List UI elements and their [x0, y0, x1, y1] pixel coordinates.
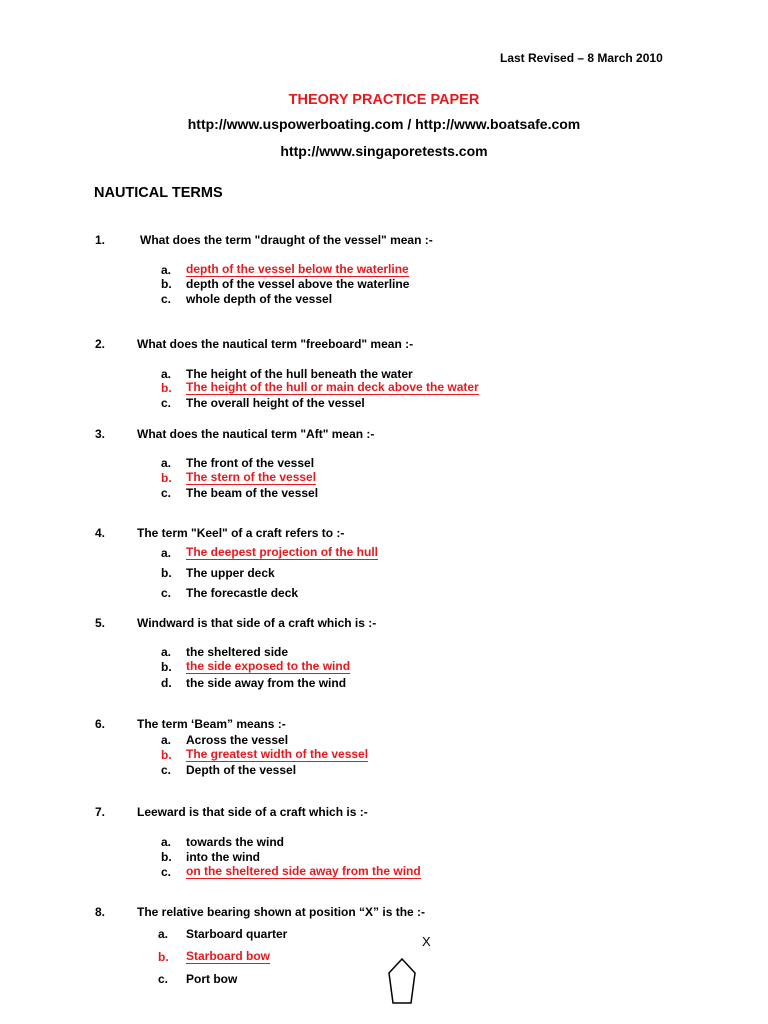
bearing-x-label: X: [422, 934, 431, 949]
option-letter: b.: [161, 660, 172, 674]
option-letter: b.: [161, 277, 172, 291]
option-text-correct: The stern of the vessel: [186, 470, 317, 484]
last-revised: Last Revised – 8 March 2010: [500, 51, 663, 65]
option-letter: a.: [161, 733, 172, 747]
option-letter: b.: [161, 381, 172, 395]
option-letter: a.: [161, 367, 172, 381]
option-text: The upper deck: [186, 566, 275, 580]
boat-icon: [386, 957, 418, 1005]
question-text: Leeward is that side of a craft which is :-: [137, 805, 368, 819]
question-number: 3.: [95, 427, 106, 441]
option-text: The overall height of the vessel: [186, 396, 365, 410]
question-number: 8.: [95, 905, 106, 919]
option-letter: b.: [161, 471, 172, 485]
option-letter: a.: [161, 456, 172, 470]
option-letter: c.: [161, 486, 172, 500]
option-text-correct: Starboard bow: [186, 949, 271, 963]
option-text: the sheltered side: [186, 645, 289, 659]
question-number: 7.: [95, 805, 106, 819]
question-text: The term "Keel" of a craft refers to :-: [137, 526, 345, 540]
option-text-correct: The deepest projection of the hull: [186, 545, 379, 559]
option-text-correct: The greatest width of the vessel: [186, 747, 369, 761]
option-text: Depth of the vessel: [186, 763, 297, 777]
option-text: into the wind: [186, 850, 260, 864]
option-letter: b.: [161, 566, 172, 580]
option-text: Across the vessel: [186, 733, 289, 747]
question-text: What does the term "draught of the vessel" mean :-: [140, 233, 433, 247]
option-letter: c.: [158, 972, 169, 986]
option-letter: c.: [161, 292, 172, 306]
option-text-correct: depth of the vessel below the waterline: [186, 262, 409, 276]
option-text: the side away from the wind: [186, 676, 347, 690]
option-letter: a.: [158, 927, 169, 941]
section-title: NAUTICAL TERMS: [94, 185, 223, 201]
option-text-correct: the side exposed to the wind: [186, 659, 351, 673]
question-text: What does the nautical term "freeboard" mean :-: [137, 337, 414, 351]
page-title: THEORY PRACTICE PAPER: [288, 92, 480, 108]
option-letter: d.: [161, 676, 172, 690]
option-letter: c.: [161, 763, 172, 777]
question-text: The relative bearing shown at position “X” is the :-: [137, 905, 426, 919]
option-letter: a.: [161, 835, 172, 849]
option-text: The beam of the vessel: [186, 486, 319, 500]
question-number: 4.: [95, 526, 106, 540]
option-text: Starboard quarter: [186, 927, 288, 941]
option-letter: a.: [161, 263, 172, 277]
question-number: 6.: [95, 717, 106, 731]
question-text: The term ‘Beam” means :-: [137, 717, 286, 731]
option-letter: c.: [161, 396, 172, 410]
url-line-2: http://www.singaporetests.com: [280, 143, 488, 159]
url-line-1: http://www.uspowerboating.com / http://www.boatsafe.com: [187, 116, 581, 132]
option-letter: b.: [158, 950, 169, 964]
option-text: Port bow: [186, 972, 238, 986]
question-text: Windward is that side of a craft which is :-: [137, 616, 377, 630]
question-number: 1.: [95, 233, 106, 247]
option-text: The forecastle deck: [186, 586, 299, 600]
option-text-correct: on the sheltered side away from the wind: [186, 864, 421, 878]
option-letter: b.: [161, 748, 172, 762]
question-number: 5.: [95, 616, 106, 630]
option-letter: a.: [161, 645, 172, 659]
option-text: depth of the vessel above the waterline: [186, 277, 410, 291]
option-letter: b.: [161, 850, 172, 864]
option-text: towards the wind: [186, 835, 285, 849]
option-text: whole depth of the vessel: [186, 292, 333, 306]
question-number: 2.: [95, 337, 106, 351]
option-letter: c.: [161, 865, 172, 879]
option-text-correct: The height of the hull or main deck above the water: [186, 380, 479, 394]
option-text: The front of the vessel: [186, 456, 315, 470]
option-letter: c.: [161, 586, 172, 600]
question-text: What does the nautical term "Aft" mean :-: [137, 427, 375, 441]
option-letter: a.: [161, 546, 172, 560]
option-text: The height of the hull beneath the water: [186, 367, 413, 381]
